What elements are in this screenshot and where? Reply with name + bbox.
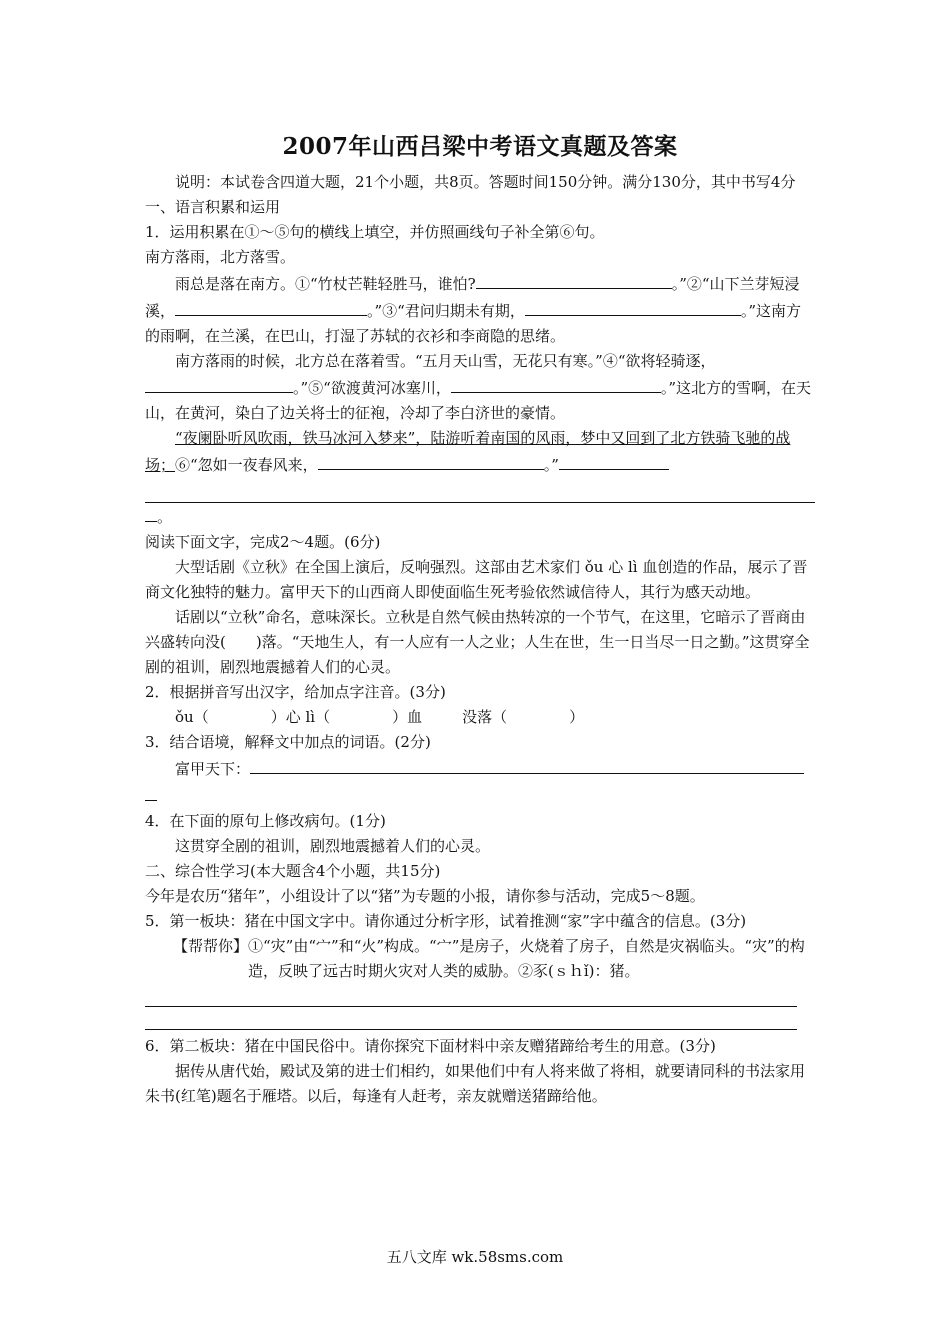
answer-blank-6b[interactable]	[559, 451, 669, 470]
answer-blank-6a[interactable]	[318, 451, 544, 470]
answer-line-6c[interactable]	[145, 478, 815, 503]
section-2-heading: 二、综合性学习(本大题含4个小题，共15分)	[145, 862, 441, 880]
q6-stem: 6．第二板块：猪在中国民俗中。请你探究下面材料中亲友赠猪蹄给考生的用意。(3分)	[145, 1037, 716, 1055]
q1-paragraph-3-end	[145, 503, 815, 530]
q5-answer-line-1[interactable]	[145, 984, 797, 1007]
q3-stem: 3．结合语境，解释文中加点的词语。(2分)	[145, 733, 431, 751]
reading-passage-1: 大型话剧《立秋》在全国上演后，反响强烈。这部由艺术家们 ǒu 心 lì 血创造的作品，展示了晋商文化独特的魅力。富甲天下的山西商人即使面临生死考验依然诚信待人，其行为感天动地。	[145, 558, 808, 601]
q5-help-box	[173, 934, 815, 984]
q1-paragraph-3	[145, 426, 815, 478]
q1-p1-text-a: 雨总是落在南方。①“竹杖芒鞋轻胜马，谁怕?	[175, 275, 476, 293]
section-2-intro: 今年是农历“猪年”，小组设计了以“猪”为专题的小报，请你参与活动，完成5～8题。	[145, 887, 705, 905]
q3-answer-row-2	[145, 782, 815, 809]
q1-p3-end-text: 。	[157, 508, 173, 526]
answer-blank-3b[interactable]	[675, 297, 741, 316]
help-tag: 【帮帮你】	[173, 937, 249, 955]
q3-answer-blank-2[interactable]	[145, 782, 157, 801]
answer-blank-6d[interactable]	[145, 503, 157, 522]
reading-passage-2: 话剧以“立秋”命名，意味深长。立秋是自然气候由热转凉的一个节气，在这里，它暗示了晋商由兴盛转向没( )落。“天地生人，有一人应有一人之业；人生在世，生一日当尽一日之勤。”这贯穿全剧的祖训，剧烈地震撼着人们的心灵。	[145, 608, 810, 676]
q2-answer-row	[145, 705, 815, 730]
q1-paragraph-2	[145, 349, 815, 426]
section-1-heading: 一、语言积累和运用	[145, 198, 281, 216]
q5-stem: 5．第一板块：猪在中国文字中。请你通过分析字形，试着推测“家”字中蕴含的信息。(3分)	[145, 912, 747, 930]
q3-answer-blank[interactable]	[250, 755, 804, 774]
q1-p1-text-c: 。”③“君问归期未有期，	[367, 302, 525, 320]
q2-stem: 2．根据拼音写出汉字，给加点字注音。(3分)	[145, 683, 446, 701]
q1-p3-text-c: 。”	[543, 456, 559, 474]
q3-term-label: 富甲天下：	[175, 760, 251, 778]
help-text: ①“灾”由“宀”和“火”构成。“宀”是房子，火烧着了房子，自然是灾祸临头。“灾”的构造，反映了远古时期火灾对人类的威胁。②豕(ｓｈǐ)：猪。	[248, 937, 805, 980]
q1-stem: 1．运用积累在①～⑤句的横线上填空，并仿照画线句子补全第⑥句。	[145, 223, 605, 241]
reading-intro: 阅读下面文字，完成2～4题。(6分)	[145, 533, 381, 551]
q1-line1: 南方落雨，北方落雪。	[145, 248, 296, 266]
q5-answer-line-2[interactable]	[145, 1007, 797, 1030]
q1-underlined-model-sentence: “夜阑卧听风吹雨，铁马冰河入梦来”，陆游听着南国的风雨，梦中又回到了北方铁骑飞驰的战场；	[145, 429, 791, 474]
q2-moluo-label: 没落（	[462, 708, 508, 726]
q1-p1-text-b: 。”②“山下兰芽短浸溪，	[145, 275, 800, 320]
answer-blank-4[interactable]	[145, 374, 293, 393]
exam-page	[145, 130, 815, 1109]
q2-ou-label: ǒu（	[175, 708, 209, 726]
answer-blank-3a[interactable]	[525, 297, 675, 316]
q4-sentence[interactable]: 这贯穿全剧的祖训，剧烈地震撼着人们的心灵。	[175, 837, 491, 855]
q1-p2-text-b: 。”⑤“欲渡黄河冰塞川，	[293, 379, 451, 397]
q1-p2-text-a: 南方落雨的时候，北方总在落着雪。“五月天山雪，无花只有寒。”④“欲将轻骑逐，	[175, 352, 716, 370]
q4-stem: 4．在下面的原句上修改病句。(1分)	[145, 812, 386, 830]
q6-material: 据传从唐代始，殿试及第的进士们相约，如果他们中有人将来做了将相，就要请同科的书法家用朱书(红笔)题名于雁塔。以后，每逢有人赶考，亲友就赠送猪蹄给他。	[145, 1062, 806, 1105]
q2-li-label: ）心 lì（	[270, 708, 331, 726]
exam-instructions: 说明：本试卷含四道大题，21个小题，共8页。答题时间150分钟。满分130分，其中书写4分	[175, 173, 796, 191]
answer-blank-5[interactable]	[451, 374, 661, 393]
q3-answer-row	[145, 755, 815, 782]
q1-p1-text-d: 。”这南方的雨啊，在兰溪，在巴山，打湿了苏轼的衣衫和李商隐的思绪。	[145, 302, 802, 345]
q1-p2-text-c: 。”这北方的雪啊，在天山，在黄河，染白了边关将士的征袍，冷却了李白济世的豪情。	[145, 379, 812, 422]
q1-paragraph-1	[145, 270, 815, 349]
footer-watermark: 五八文库 wk.58sms.com	[386, 1248, 564, 1266]
q1-p3-text-b: ⑥“忽如一夜春风来，	[175, 456, 318, 474]
q2-xue-label: ）血	[392, 708, 423, 726]
page-title: 2007年山西吕梁中考语文真题及答案	[282, 133, 678, 160]
answer-blank-2[interactable]	[175, 297, 367, 316]
q2-close-paren: ）	[569, 708, 585, 726]
answer-blank-1[interactable]	[476, 270, 672, 289]
